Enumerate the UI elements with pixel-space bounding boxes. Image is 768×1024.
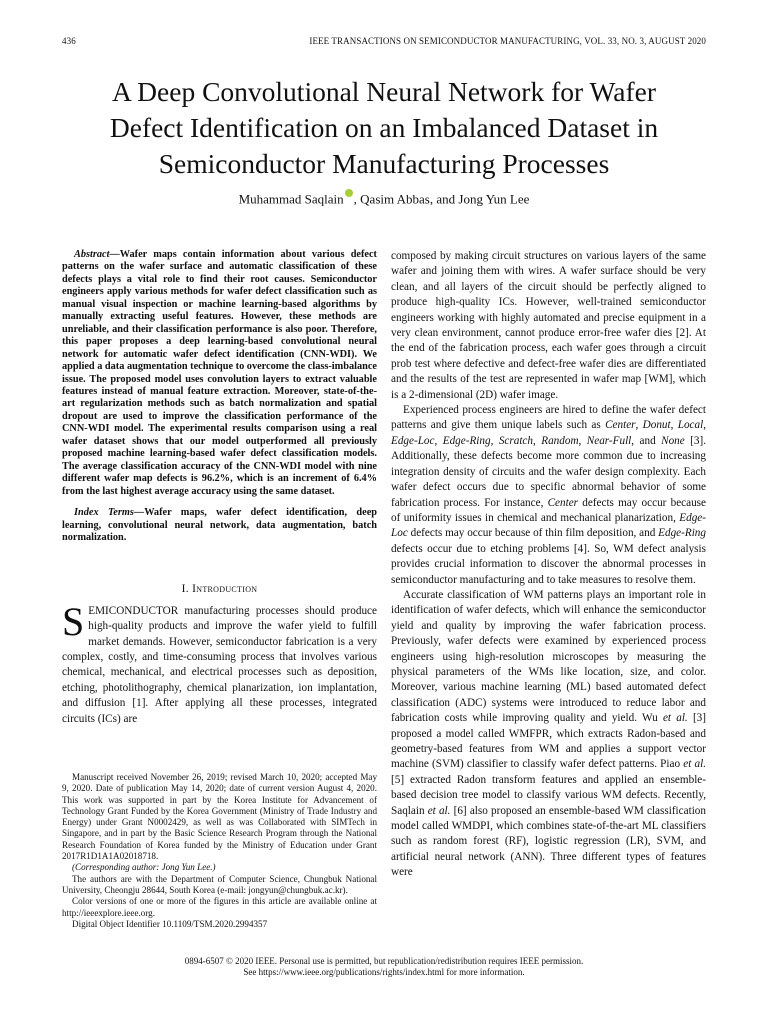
journal-name: IEEE TRANSACTIONS ON SEMICONDUCTOR MANUFACTURING, VOL. 33, NO. 3, AUGUST 2020 — [309, 36, 706, 46]
abstract — [62, 249, 377, 498]
abstract-label: Abstract— — [74, 249, 120, 260]
running-header — [62, 36, 706, 50]
abstract-text: Wafer maps contain information about various defect patterns on the wafer surface and automatic classification of these defects plays a vital role to find their root causes. Semiconductor engineers apply various methods for wafer defect classification such as manual visual inspection or machine learning-based algorithms by manually extracting useful features. However, these methods are unreliable, and their classification performance is also poor. Therefore, this paper proposes a deep learning-based convolutional neural network for automatic wafer defect identification (CNN-WDI). We applied a data augmentation technique to overcome the class-imbalance issue. The proposed model uses convolution layers to extract valuable features instead of manual feature extraction. Moreover, state-of-the-art regularization methods such as batch normalization and spatial dropout are used to improve the classification performance of the CNN-WDI model. The experimental results comparison using a real wafer dataset shows that our model outperformed all previously proposed machine learning-based wafer defect classification models. The average classification accuracy of the CNN-WDI model with nine different wafer map defects is 96.2%, which is an increment of 6.4% from the last highest average accuracy using the same dataset. — [62, 249, 377, 497]
title-line: Semiconductor Manufacturing Processes — [158, 148, 610, 179]
footnote-color: Color versions of one or more of the figures in this article are available online at http://ieeexplore.ieee.org. — [62, 896, 377, 918]
title-line: A Deep Convolutional Neural Network for Wafer — [111, 76, 657, 107]
body-paragraph: Experienced process engineers are hired to define the wafer defect patterns and give them unique labels such as Center, Donut, Local, Edge-Loc, Edge-Ring, Scratch, Random, Near-Full, and None [3]. Additionally, these defects become more common due to increasing integration density of circuits and the wafer design complexity. Each wafer defect occurs due to specific abnormal behavior of some fabrication process. For instance, Center defects may occur because of uniformity issues in chemical and mechanical planarization, Edge-Loc defects may occur because of thin film deposition, and Edge-Ring defects occur due to etching problems [4]. So, WM defect analysis provides crucial information to discover the abnormal processes in semiconductor manufacturing and to take measures to resolve them. — [391, 404, 707, 586]
footnote-doi: Digital Object Identifier 10.1109/TSM.2020.2994357 — [72, 918, 268, 929]
author-first: Muhammad Saqlain — [238, 191, 344, 207]
section-title: Introduction — [192, 583, 258, 596]
intro-text: manufacturing processes should produce high-quality products and improve the wafer yield to fulfill market demands. However, semiconductor fabrication is a very complex, costly, and time-consuming process that involves various chemical, mechanical, and electrical processes such as deposition, etching, photolithography, chemical planarization, ion implantation, and diffusion [1]. After applying all these processes, integrated circuits (ICs) are — [62, 604, 377, 725]
drop-cap: S — [62, 598, 85, 644]
intro-lead: EMICONDUCTOR — [88, 604, 179, 617]
page-number: 436 — [62, 36, 76, 46]
section-heading — [62, 582, 377, 597]
body-paragraph: Accurate classification of WM patterns plays an important role in identification of wafer defects, which will enhance the semiconductor yield and quality by improving the wafer fabrication process. Previously, wafer defects were examined by experienced process engineers using high-resolution microscopes by measuring the physical parameters of the WMs like location, size, and color. Moreover, various machine learning (ML) based automated defect classification (ADC) systems were introduced to reduce labor and fabrication costs while improving quality and yield. Wu et al. [3] proposed a model called WMFPR, which extracts Radon-based and geometry-based features from WM and applies a support vector machine (SVM) classifier to classify wafer defect patterns. Piao et al. [5] extracted Radon transform features and applied an ensemble-based decision tree model to classify various WM defects. Recently, Saqlain et al. [6] also proposed an ensemble-based WM classification model called WMDPI, which combines state-of-the-art ML classifiers such as random forest (RF), logistic regression (LR), SVM, and artificial neural network (ANN). Three different types of features were — [391, 588, 706, 879]
footnotes — [62, 772, 377, 930]
paper-title — [40, 74, 728, 182]
author-list — [0, 190, 768, 207]
right-column — [391, 249, 706, 881]
rights-link[interactable]: See https://www.ieee.org/publications/rights/index.html for more information. — [243, 967, 525, 977]
footnote-affiliation: The authors are with the Department of Computer Science, Chungbuk National University, Cheongju 28644, South Korea (e-mail: jongyun@chungbuk.ac.kr). — [62, 873, 377, 895]
intro-paragraph — [62, 598, 377, 727]
section-number: I. — [181, 583, 189, 596]
index-terms — [62, 507, 377, 544]
index-terms-text: Wafer maps, wafer defect identification, deep learning, convolutional neural network, data augmentation, batch normalization. — [62, 507, 377, 543]
orcid-icon[interactable] — [345, 189, 353, 197]
copyright-line: 0894-6507 © 2020 IEEE. Personal use is permitted, but republication/redistribution requires IEEE permission. — [184, 956, 584, 966]
index-terms-label: Index Terms— — [74, 507, 145, 519]
left-column — [62, 249, 377, 727]
author-rest: , Qasim Abbas, and Jong Yun Lee — [353, 191, 530, 207]
title-line: Defect Identification on an Imbalanced Dataset in — [109, 112, 659, 143]
body-paragraph: composed by making circuit structures on various layers of the same wafer and joining them with wires. A wafer surface should be very clean, and all layers of the circuit should be perfectly aligned to produce high-quality ICs. However, well-trained semiconductor engineers working with highly automated and precise equipment in a very clean environment, cannot produce error-free wafer dies [2]. At the end of the fabrication process, each wafer goes through a circuit prob test where defective and defect-free wafer dies are differentiated and the results of the test are represented in wafer map [WM], which is a 2-dimensional (2D) wafer image. — [391, 250, 706, 401]
footnote-manuscript: Manuscript received November 26, 2019; revised March 10, 2020; accepted May 9, 2020. Date of publication May 14, 2020; date of current version August 4, 2020. This work was supported in part by the Korea Institute for Advancement of Technology Grant Funded by the Korea Government (Ministry of Trade Industry and Energy) under Grant N0002429, as well as was Collaborated with SIMTech in Singapore, and in part by the Basic Science Research Program through the National Research Foundation of Korea funded by the Ministry of Education under Grant 2017R1D1A1A02018718. — [62, 772, 377, 862]
footnote-corresponding: (Corresponding author: Jong Yun Lee.) — [72, 862, 216, 873]
copyright-footer — [0, 956, 768, 978]
